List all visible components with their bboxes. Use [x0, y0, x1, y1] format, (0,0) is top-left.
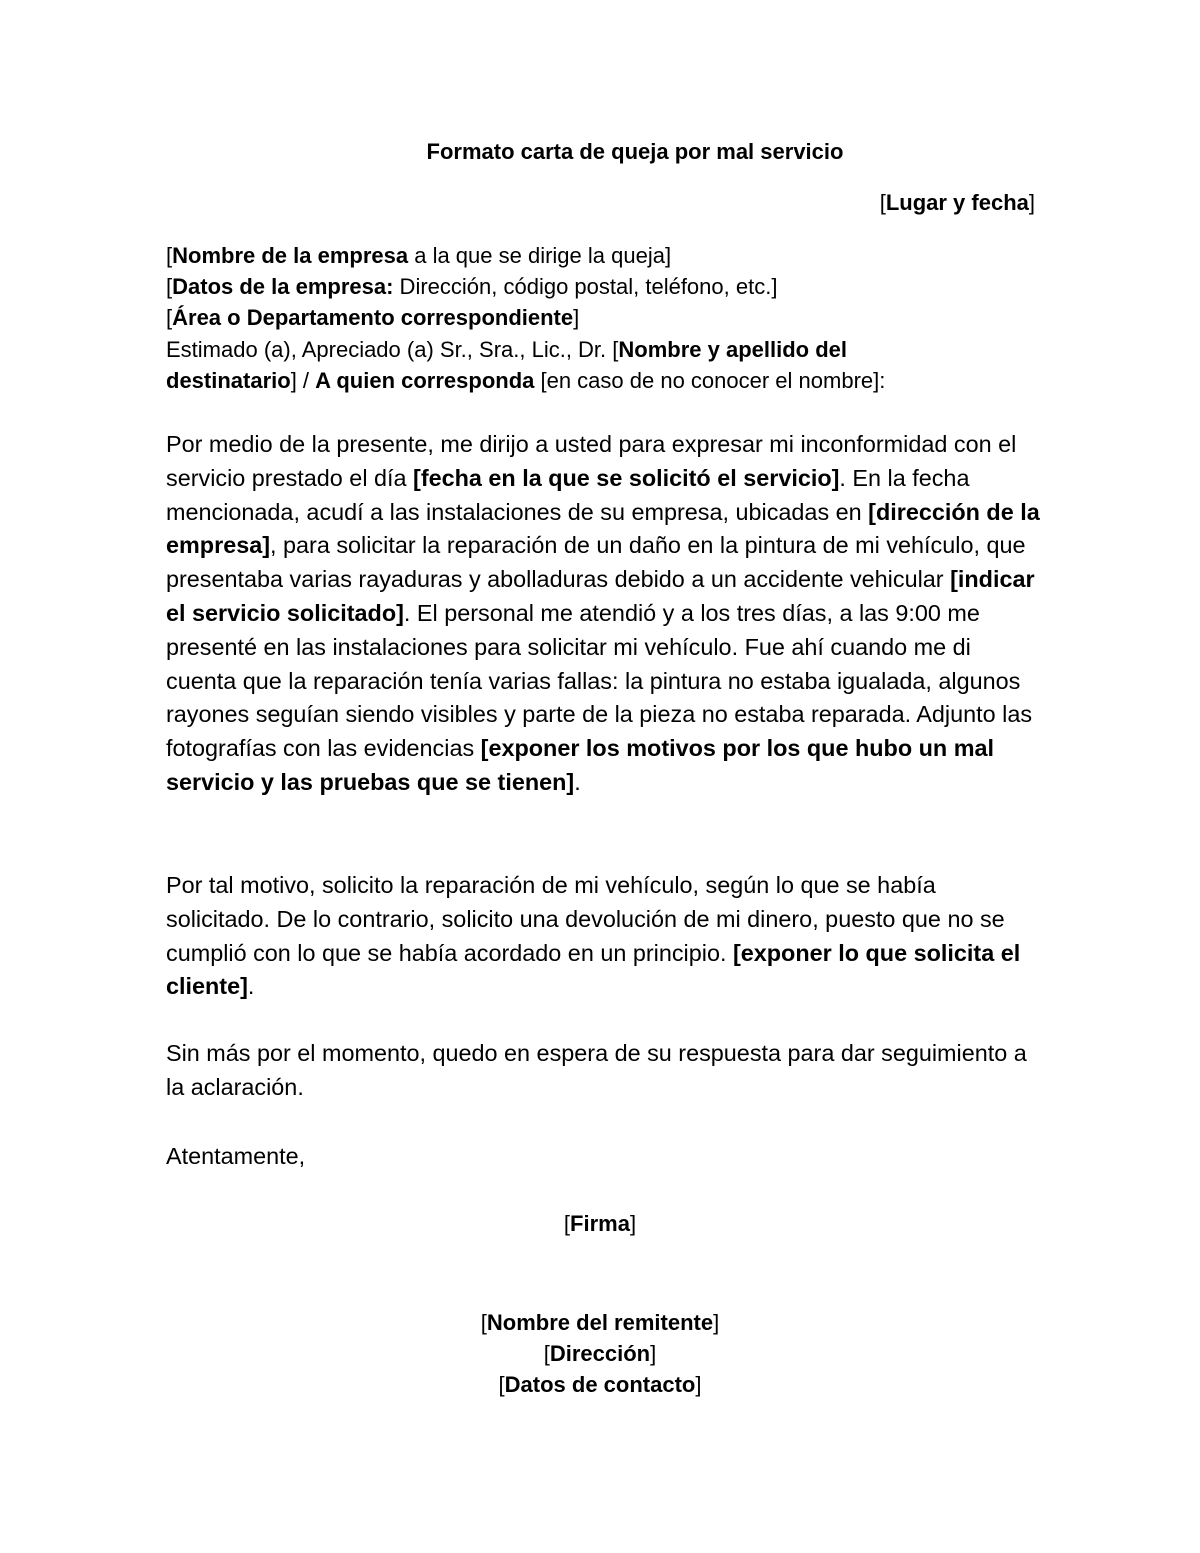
sender-block	[0, 1307, 1200, 1401]
department-line: [Área o Departamento correspondiente]	[166, 305, 580, 331]
request-paragraph: Por tal motivo, solicito la reparación de mi vehículo, según lo que se había solicitado. De lo contrario, solicito una devolución de mi dinero, puesto que no se cumplió con lo que se había acordado en un principio. [exponer lo que solicita el cliente].	[166, 872, 1021, 1000]
closing-paragraph: Sin más por el momento, quedo en espera de su respuesta para dar seguimiento a la aclaración.	[166, 1040, 1027, 1100]
sender-address: [Dirección]	[543, 1341, 657, 1367]
complaint-paragraph: Por medio de la presente, me dirijo a usted para expresar mi inconformidad con el servicio prestado el día [fecha en la que se solicitó el servicio]. En la fecha mencionada, acudí a las instalaciones de su empresa, ubicadas en [dirección de la empresa], para solicitar la reparación de un daño en la pintura de mi vehículo, que presentaba varias rayaduras y abolladuras debido a un accidente vehicular [indicar el servicio solicitado]. El personal me atendió y a los tres días, a las 9:00 me presenté en las instalaciones para solicitar mi vehículo. Fue ahí cuando me di cuenta que la reparación tenía varias fallas: la pintura no estaba igualada, algunos rayones seguían siendo visibles y parte de la pieza no estaba reparada. Adjunto las fotografías con las evidencias [exponer los motivos por los que hubo un mal servicio y las pruebas que se tienen].	[166, 431, 1040, 795]
salutation-line: Estimado (a), Apreciado (a) Sr., Sra., Lic., Dr. [Nombre y apellido del	[166, 336, 847, 362]
closing-salutation: Atentamente,	[166, 1143, 306, 1169]
recipient-header	[166, 240, 1046, 396]
date-placeholder: [Lugar y fecha]	[879, 190, 1035, 215]
sender-name: [Nombre del remitente]	[480, 1310, 720, 1335]
salutation-line-continued: destinatario] / A quien corresponda [en caso de no conocer el nombre]:	[166, 367, 886, 393]
company-name-line: [Nombre de la empresa a la que se dirige la queja]	[166, 243, 672, 268]
sender-contact: [Datos de contacto]	[498, 1372, 702, 1398]
signature-placeholder: [Firma]	[563, 1211, 637, 1236]
company-data-line: [Datos de la empresa: Dirección, código postal, teléfono, etc.]	[166, 274, 778, 300]
document-title: Formato carta de queja por mal servicio	[426, 139, 844, 164]
